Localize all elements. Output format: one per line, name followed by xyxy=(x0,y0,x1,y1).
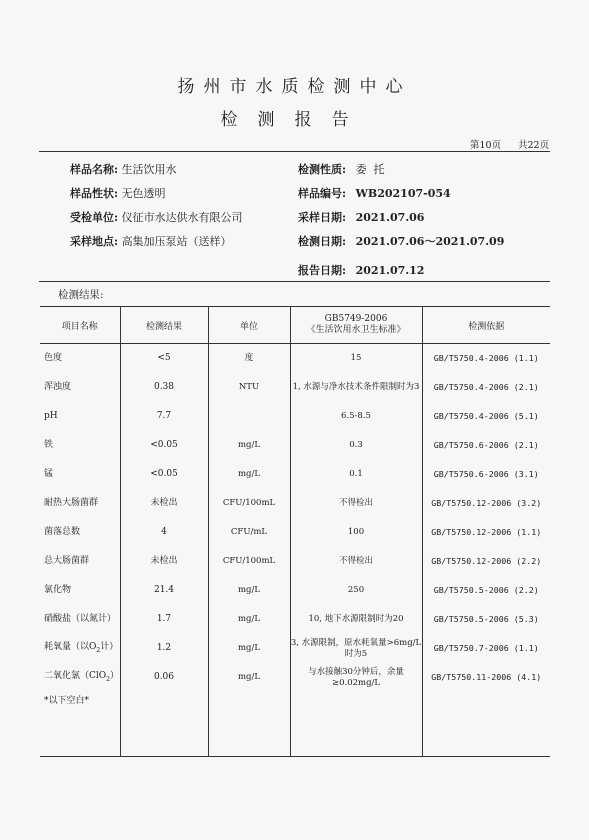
table-row xyxy=(40,344,550,374)
test-date-value: 2021.07.06～2021.07.09 xyxy=(355,235,505,248)
row-method: GB/T5750.12-2006 (2.2) xyxy=(422,547,550,576)
row-item: 氯化物 xyxy=(44,585,72,595)
row-standard: 0.3 xyxy=(290,431,422,460)
row-item: 总大肠菌群 xyxy=(44,556,90,566)
row-standard: 0.1 xyxy=(290,460,422,489)
row-result: 1.7 xyxy=(120,605,208,634)
row-method: GB/T5750.6-2006 (3.1) xyxy=(422,460,550,489)
table-row xyxy=(40,518,550,547)
sampling-date-row xyxy=(298,209,424,225)
row-result: <0.05 xyxy=(120,460,208,489)
report-date-value: 2021.07.12 xyxy=(355,264,425,277)
row-method: GB/T5750.4-2006 (5.1) xyxy=(422,402,550,431)
total-pages: 共22页 xyxy=(518,140,550,151)
results-table xyxy=(40,306,550,757)
row-method: GB/T5750.12-2006 (1.1) xyxy=(422,518,550,547)
row-method: GB/T5750.12-2006 (3.2) xyxy=(422,489,550,518)
row-method: GB/T5750.4-2006 (1.1) xyxy=(422,344,550,374)
row-standard: 3, 水源限制，原水耗氧量>6mg/L时为5 xyxy=(290,634,422,663)
test-date-row xyxy=(298,233,504,249)
table-row xyxy=(40,460,550,489)
table-row xyxy=(40,431,550,460)
row-method: GB/T5750.5-2006 (5.3) xyxy=(422,605,550,634)
row-method: GB/T5750.7-2006 (1.1) xyxy=(422,634,550,663)
sampling-date-value: 2021.07.06 xyxy=(355,211,425,224)
row-result: 未检出 xyxy=(120,547,208,576)
row-item: 耐热大肠菌群 xyxy=(44,498,99,508)
row-result: <0.05 xyxy=(120,431,208,460)
results-label: 检测结果: xyxy=(58,289,104,301)
row-item: 锰 xyxy=(44,469,54,479)
row-result: 7.7 xyxy=(120,402,208,431)
test-type-label: 检测性质: xyxy=(298,163,347,176)
row-result: 未检出 xyxy=(120,489,208,518)
row-result: 4 xyxy=(120,518,208,547)
row-standard: 不得检出 xyxy=(290,489,422,518)
row-standard: 250 xyxy=(290,576,422,605)
row-item: 浑浊度 xyxy=(44,382,72,392)
row-standard: 15 xyxy=(290,344,422,374)
client-label: 受检单位: xyxy=(70,211,119,224)
row-item: 二氧化氯（ClO$_2$） xyxy=(44,670,119,683)
sample-no-label: 样品编号: xyxy=(298,187,347,200)
row-standard: 6.5-8.5 xyxy=(290,402,422,431)
standard-name: 《生活饮用水卫生标准》 xyxy=(306,325,406,335)
row-result: <5 xyxy=(120,344,208,374)
row-result: 0.06 xyxy=(120,663,208,692)
row-standard: 1, 水源与净水技术条件限制时为3 xyxy=(290,373,422,402)
row-result: 0.38 xyxy=(120,373,208,402)
row-item: 色度 xyxy=(44,353,63,363)
table-row xyxy=(40,605,550,634)
table-filler-row xyxy=(40,738,550,757)
row-unit: mg/L xyxy=(208,576,290,605)
end-note-row xyxy=(40,692,550,738)
site-value: 高集加压泵站（送样） xyxy=(121,235,232,248)
test-type-row xyxy=(298,161,385,177)
report-date-row xyxy=(298,262,424,278)
sample-name-label: 样品名称: xyxy=(70,163,119,176)
row-standard: 与水接触30分钟后，余量≥0.02mg/L xyxy=(290,663,422,692)
row-standard: 不得检出 xyxy=(290,547,422,576)
row-standard: 10, 地下水源限制时为20 xyxy=(290,605,422,634)
table-row xyxy=(40,373,550,402)
sampling-date-label: 采样日期: xyxy=(298,211,347,224)
table-header-row xyxy=(40,307,550,344)
row-method: GB/T5750.5-2006 (2.2) xyxy=(422,576,550,605)
table-row xyxy=(40,663,550,692)
row-item: 铁 xyxy=(44,440,54,450)
row-item: 硝酸盐（以氮计） xyxy=(44,614,117,624)
row-unit: mg/L xyxy=(208,663,290,692)
row-unit: CFU/mL xyxy=(208,518,290,547)
row-item: 耗氧量（以$O_2$计） xyxy=(44,641,119,654)
client-value: 仪征市水达供水有限公司 xyxy=(121,211,243,224)
table-row xyxy=(40,489,550,518)
row-unit: CFU/100mL xyxy=(208,489,290,518)
col-item-header: 项目名称 xyxy=(40,307,120,344)
sample-props-row xyxy=(70,185,166,201)
test-date-label: 检测日期: xyxy=(298,235,347,248)
header-rule xyxy=(39,151,550,152)
sample-name-row xyxy=(70,161,177,177)
row-unit: mg/L xyxy=(208,605,290,634)
sample-no-row xyxy=(298,185,451,201)
row-unit: mg/L xyxy=(208,460,290,489)
row-unit: mg/L xyxy=(208,634,290,663)
page-number: 第10页 xyxy=(470,140,502,151)
test-type-value: 委 托 xyxy=(355,163,385,176)
site-row xyxy=(70,233,232,249)
row-result: 1.2 xyxy=(120,634,208,663)
report-title: 检测报告 xyxy=(220,110,369,130)
row-unit: NTU xyxy=(208,373,290,402)
standard-code: GB5749-2006 xyxy=(324,314,388,324)
table-row xyxy=(40,547,550,576)
row-method: GB/T5750.11-2006 (4.1) xyxy=(422,663,550,692)
row-standard: 100 xyxy=(290,518,422,547)
table-row xyxy=(40,634,550,663)
col-result-header: 检测结果 xyxy=(120,307,208,344)
sample-name-value: 生活饮用水 xyxy=(121,163,177,176)
row-item: pH xyxy=(44,411,58,421)
row-unit: CFU/100mL xyxy=(208,547,290,576)
sample-props-label: 样品性状: xyxy=(70,187,119,200)
report-org-title: 扬州市水质检测中心 xyxy=(177,77,412,97)
row-unit: mg/L xyxy=(208,431,290,460)
site-label: 采样地点: xyxy=(70,235,119,248)
table-row xyxy=(40,576,550,605)
row-method: GB/T5750.4-2006 (2.1) xyxy=(422,373,550,402)
sample-no-value: WB202107-054 xyxy=(355,187,451,200)
row-method: GB/T5750.6-2006 (2.1) xyxy=(422,431,550,460)
sample-props-value: 无色透明 xyxy=(121,187,166,200)
row-unit: 度 xyxy=(208,344,290,374)
col-standard-header xyxy=(290,307,422,344)
end-note: *以下空白* xyxy=(44,696,90,706)
col-method-header: 检测依据 xyxy=(422,307,550,344)
table-row xyxy=(40,402,550,431)
row-item: 菌落总数 xyxy=(44,527,81,537)
row-result: 21.4 xyxy=(120,576,208,605)
row-unit xyxy=(208,402,290,431)
info-rule xyxy=(39,281,550,282)
client-row xyxy=(70,209,243,225)
col-unit-header: 单位 xyxy=(208,307,290,344)
report-date-label: 报告日期: xyxy=(298,264,347,277)
